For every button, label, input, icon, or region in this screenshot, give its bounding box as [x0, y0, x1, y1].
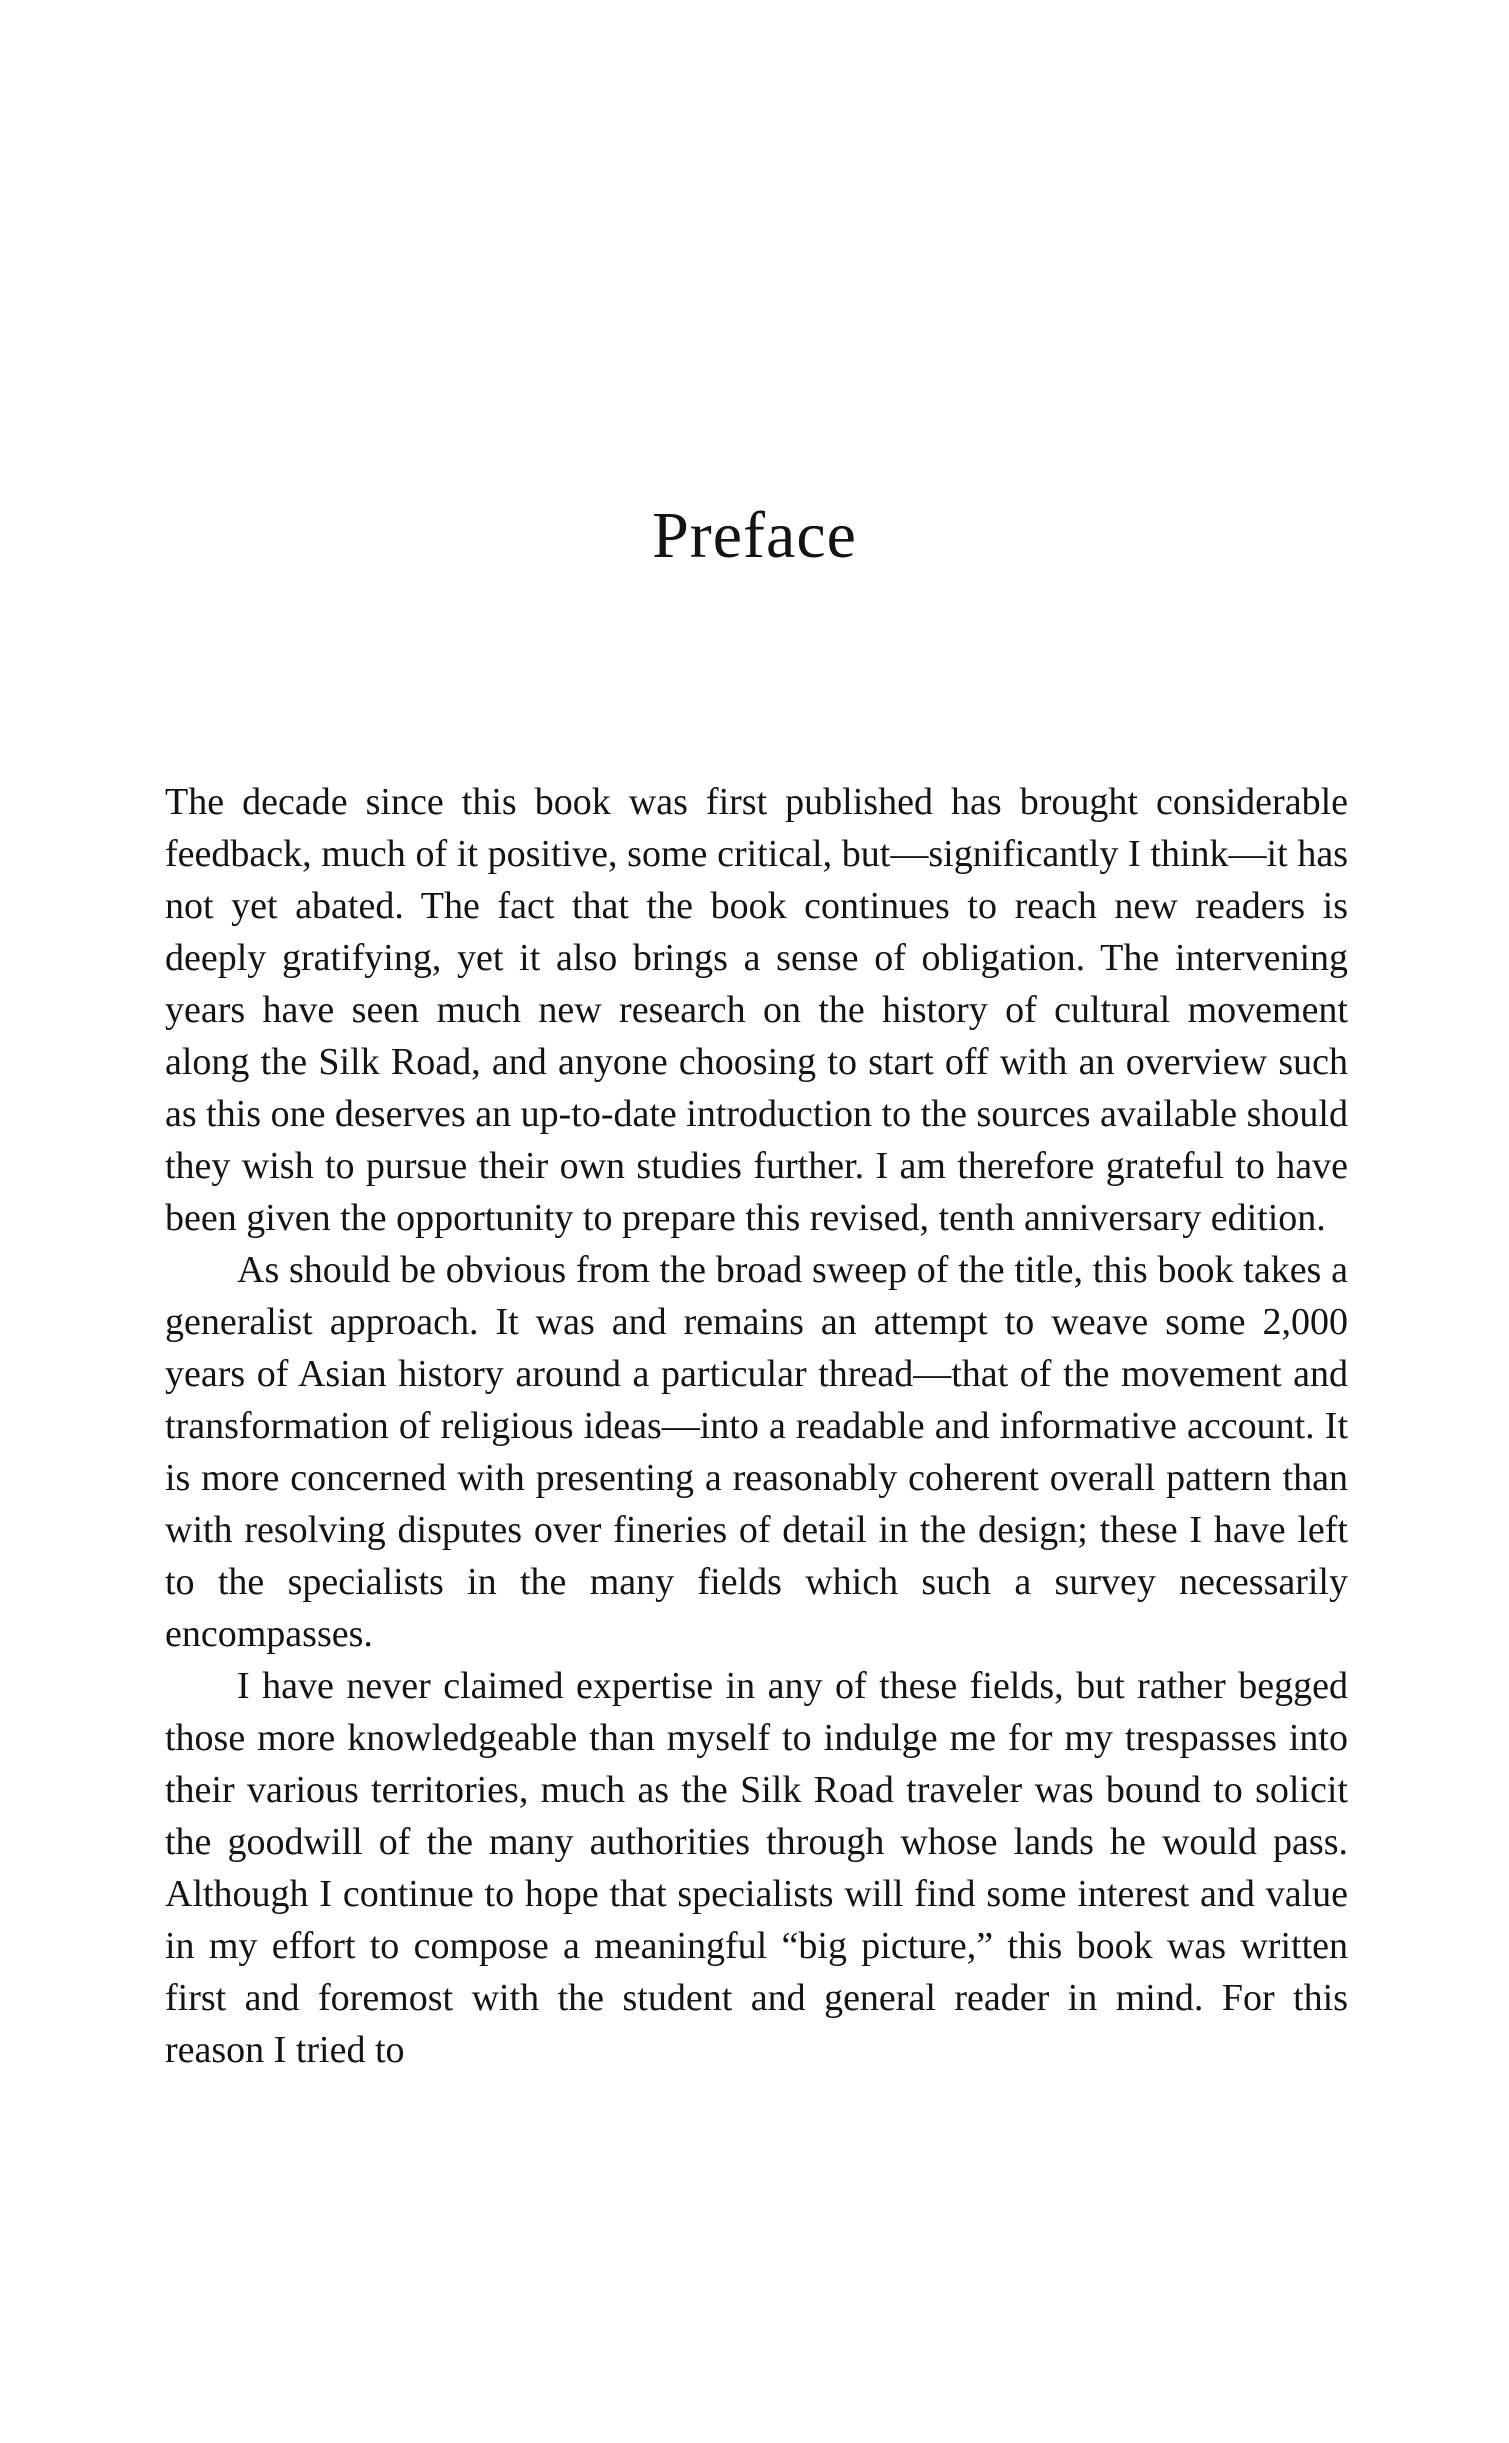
page-title: Preface	[652, 499, 857, 572]
paragraph-3: I have never claimed expertise in any of these fields, but rather begged those more knowledgeable than myself to indulge me for my trespasses into their various territories, much as the Silk Road traveler was bound to solicit the goodwill of the many authorities through whose lands he would pass. Although I continue to hope that specialists will find some interest and value in my effort to compose a meaningful “big picture,” this book was written first and foremost with the student and general reader in mind. For this reason I tried to	[165, 1665, 1348, 2071]
paragraph-2: As should be obvious from the broad sweep of the title, this book takes a generalist approach. It was and remains an attempt to weave some 2,000 years of Asian history around a particular thread—that of the movement and transformation of religious ideas—into a readable and informative account. It is more concerned with presenting a reasonably coherent overall pattern than with resolving disputes over fineries of detail in the design; these I have left to the specialists in the many fields which such a survey necessarily encompasses.	[165, 1249, 1348, 1655]
paragraph-1: The decade since this book was first published has brought considerable feedback, much of it positive, some critical, but—significantly I think—it has not yet abated. The fact that the book continues to reach new readers is deeply gratifying, yet it also brings a sense of obligation. The intervening years have seen much new research on the history of cultural movement along the Silk Road, and anyone choosing to start off with an overview such as this one deserves an up-to-date introduction to the sources available should they wish to pursue their own studies further. I am therefore grateful to have been given the opportunity to prepare this revised, tenth anniversary edition.	[165, 781, 1348, 1239]
body-text	[165, 776, 1348, 2076]
